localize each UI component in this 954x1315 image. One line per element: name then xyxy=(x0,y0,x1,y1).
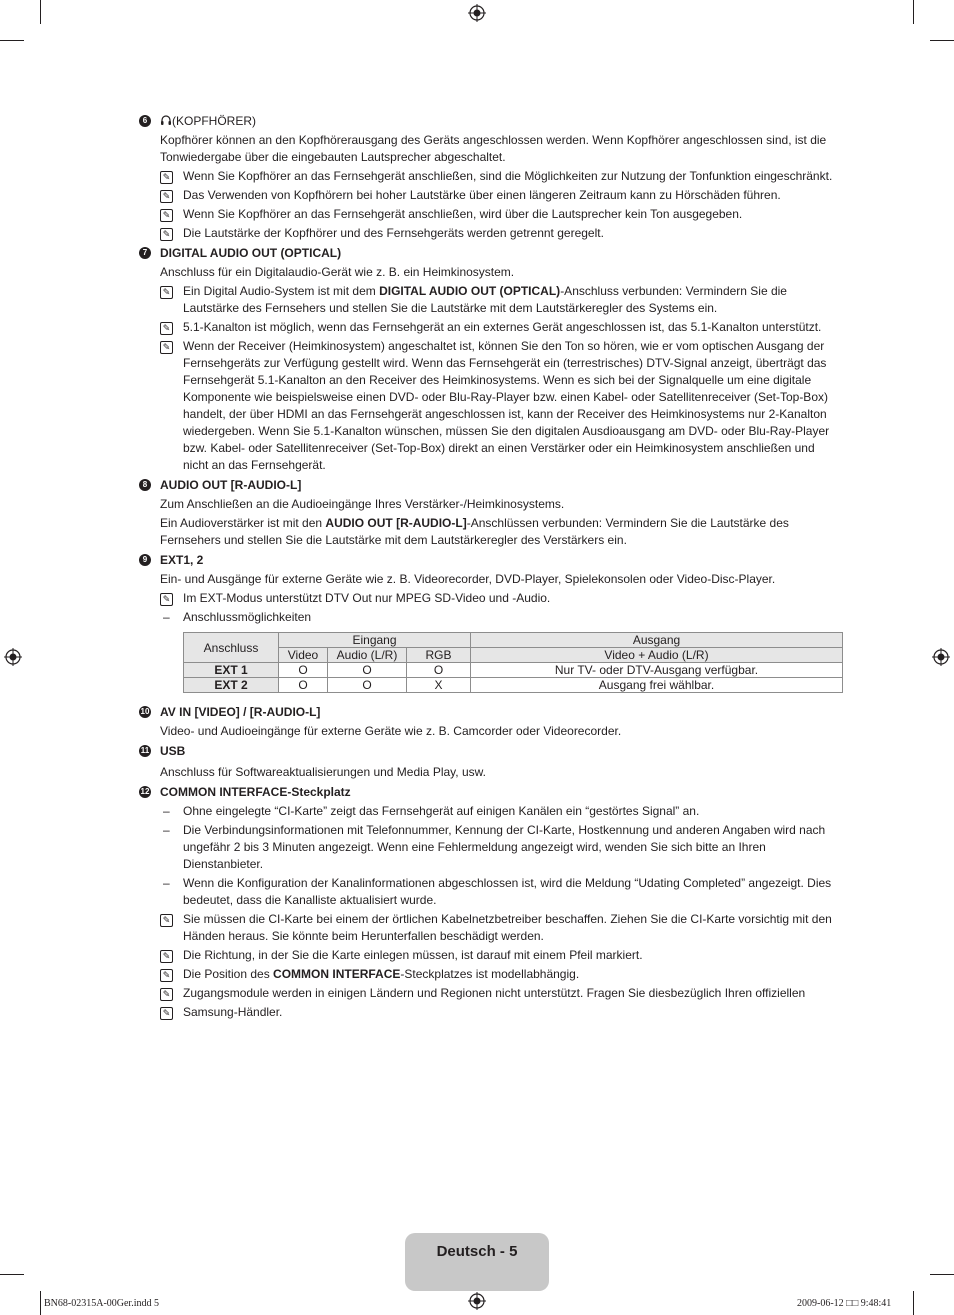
table-row xyxy=(184,678,843,693)
note-item xyxy=(139,187,843,204)
section-number: 12 xyxy=(140,787,150,796)
note-icon: ✎ xyxy=(160,171,173,184)
note-icon: ✎ xyxy=(160,988,173,1001)
note-text: Wenn der Receiver (Heimkinosystem) angeschaltet ist, können Sie den Ton so hören, wie er vom optischen Ausgang der Fernsehgeräts zur Verfügung gestellt wird. Wenn das Fernsehgerät ein (terrestrisches) DTV-Signal anzeigt, überträgt das Fernsehgerät 5.1-Kanalton an den Receiver des Heimkinosystems. Wenn es sich bei der Signalquelle um eine digitale Komponente wie beispielsweise einen DVD- oder Blu-Ray-Player bzw. einen Kabel- oder Satellitenreceiver (Set-Top-Box) handelt, der über HDMI an das Fernsehgerät angeschlossen ist, kann der Receiver des Heimkinosystems nur 2-Kanalton wiedergeben. Wenn Sie 5.1-Kanalton wünschen, müssen Sie den digitalen Ausdioausgang am DVD- oder Blu-Ray-Player bzw. Kabel- oder Satellitenreceiver (Set-Top-Box) direkt an einen Verstärker oder ein Heimkinosystem anschließen und nicht an das Fernsehgerät. xyxy=(183,339,830,472)
table-header-video: Video xyxy=(279,648,328,663)
crop-mark xyxy=(0,40,24,41)
note-icon: ✎ xyxy=(160,1007,173,1020)
note-icon: ✎ xyxy=(160,341,173,354)
note-text-bold: COMMON INTERFACE xyxy=(273,967,401,981)
note-item xyxy=(139,947,843,964)
dash-item xyxy=(139,803,843,820)
dash-text: Ohne eingelegte “CI-Karte” zeigt das Fernsehgerät auf einigen Kanälen ein “gestörtes Signal” an. xyxy=(183,804,700,818)
table-cell: X xyxy=(407,678,471,693)
note-item xyxy=(139,206,843,223)
note-icon: ✎ xyxy=(160,914,173,927)
note-icon: ✎ xyxy=(160,190,173,203)
note-text: Wenn Sie Kopfhörer an das Fernsehgerät anschließen, wird über die Lautsprecher kein Ton ausgegeben. xyxy=(183,207,743,221)
note-icon: ✎ xyxy=(160,209,173,222)
paragraph xyxy=(139,515,843,549)
paragraph: Kopfhörer können an den Kopfhörerausgang des Geräts angeschlossen werden. Wenn Kopfhörer angeschlossen sind, ist die Tonwiedergabe über die eingebauten Lautsprecher abgeschaltet. xyxy=(160,133,827,164)
table-header-ausgang: Ausgang xyxy=(471,633,843,648)
table-header-video-audio: Video + Audio (L/R) xyxy=(471,648,843,663)
table-header-audio: Audio (L/R) xyxy=(328,648,407,663)
note-text-bold: DIGITAL AUDIO OUT (OPTICAL) xyxy=(379,284,561,298)
table-cell: EXT 2 xyxy=(184,678,279,693)
note-item xyxy=(139,911,843,945)
note-item xyxy=(139,966,843,983)
section-title: (KOPFHÖRER) xyxy=(172,114,256,128)
note-text: Zugangsmodule werden in einigen Ländern und Regionen nicht unterstützt. Fragen Sie diesbezüglich Ihren offiziellen xyxy=(183,986,806,1000)
crop-mark xyxy=(40,1291,41,1315)
section-heading-ext xyxy=(139,552,843,569)
dash-mark: – xyxy=(163,876,170,890)
note-icon: ✎ xyxy=(160,969,173,982)
section-heading-digital-audio-out xyxy=(139,245,843,262)
note-text: Die Lautstärke der Kopfhörer und des Fernsehgeräts werden getrennt geregelt. xyxy=(183,226,604,240)
note-item xyxy=(139,225,843,242)
section-title: EXT1, 2 xyxy=(160,553,204,567)
note-icon: ✎ xyxy=(160,286,173,299)
note-icon: ✎ xyxy=(160,950,173,963)
section-title: AV IN [VIDEO] / [R-AUDIO-L] xyxy=(160,705,321,719)
section-heading-audio-out xyxy=(139,477,843,494)
note-item xyxy=(139,319,843,336)
paragraph: Anschluss für ein Digitalaudio-Gerät wie z. B. ein Heimkinosystem. xyxy=(160,265,515,279)
registration-mark-icon xyxy=(4,648,22,666)
note-item xyxy=(139,283,843,317)
note-icon: ✎ xyxy=(160,228,173,241)
note-item xyxy=(139,1004,843,1021)
registration-mark-icon xyxy=(468,1292,486,1310)
note-item xyxy=(139,338,843,474)
page-content xyxy=(139,110,843,1021)
section-title: AUDIO OUT [R-AUDIO-L] xyxy=(160,478,302,492)
table-cell: O xyxy=(328,663,407,678)
headphones-icon xyxy=(160,114,172,126)
section-number: 9 xyxy=(139,554,151,566)
dash-item xyxy=(139,609,843,626)
note-item xyxy=(139,985,843,1002)
section-number: 10 xyxy=(140,707,150,716)
page-number-tab xyxy=(405,1233,549,1291)
table-cell: Ausgang frei wählbar. xyxy=(471,678,843,693)
page-label: Deutsch - 5 xyxy=(436,1243,518,1260)
dash-mark: – xyxy=(163,610,170,624)
note-item xyxy=(139,168,843,185)
section-number: 7 xyxy=(139,247,151,259)
connection-table xyxy=(183,632,843,693)
section-number: 8 xyxy=(139,479,151,491)
paragraph: Video- und Audioeingänge für externe Geräte wie z. B. Camcorder oder Videorecorder. xyxy=(160,724,622,738)
crop-mark xyxy=(40,0,41,24)
note-text-post: -Anschluss verbunden: Vermindern Sie die Lautstärke des Fernsehers und stellen Sie die Lautstärke mit dem Lautstärkeregler des Systems ein. xyxy=(183,284,787,315)
text-bold: AUDIO OUT [R-AUDIO-L] xyxy=(325,516,467,530)
crop-mark xyxy=(0,1274,24,1275)
slug-file: BN68-02315A-00Ger.indd 5 xyxy=(44,1298,159,1309)
dash-item xyxy=(139,822,843,873)
note-text: Sie müssen die CI-Karte bei einem der örtlichen Kabelnetzbetreiber beschaffen. Ziehen Sie die CI-Karte vorsichtig mit den Händen heraus. Sie könnte beim Herunterfallen beschädigt werden. xyxy=(183,912,832,943)
paragraph: Anschluss für Softwareaktualisierungen und Media Play, usw. xyxy=(160,765,486,779)
registration-mark-icon xyxy=(932,648,950,666)
dash-mark: – xyxy=(163,804,170,818)
text-post: -Anschlüssen verbunden: Vermindern Sie die Lautstärke des Fernsehers und stellen Sie die Lautstärke mit dem Lautstärkeregler des Verstärkers ein. xyxy=(160,516,789,547)
section-heading-kopfhoerer xyxy=(139,113,843,130)
section-number: 11 xyxy=(140,746,150,755)
table-row xyxy=(184,663,843,678)
note-text: Im EXT-Modus unterstützt DTV Out nur MPEG SD-Video und -Audio. xyxy=(183,591,551,605)
section-heading-common-interface xyxy=(139,784,843,801)
section-title: DIGITAL AUDIO OUT (OPTICAL) xyxy=(160,246,342,260)
table-cell: Nur TV- oder DTV-Ausgang verfügbar. xyxy=(471,663,843,678)
dash-text: Die Verbindungsinformationen mit Telefonnummer, Kennung der CI-Karte, Hostkennung und anderen Angaben wird nach ungefähr 2 bis 3 Minuten angezeigt. Wenn eine Fehlermeldung angezeigt wird, wenden Sie sich bitte an Ihren Dienstanbieter. xyxy=(183,823,826,871)
dash-text: Anschlussmöglichkeiten xyxy=(183,610,312,624)
crop-mark xyxy=(930,40,954,41)
crop-mark xyxy=(930,1274,954,1275)
dash-mark: – xyxy=(163,823,170,837)
note-text: Wenn Sie Kopfhörer an das Fernsehgerät anschließen, sind die Möglichkeiten zur Nutzung der Tonfunktion eingeschränkt. xyxy=(183,169,833,183)
note-text: Samsung-Händler. xyxy=(183,1005,283,1019)
dash-text: Wenn die Konfiguration der Kanalinformationen abgeschlossen ist, wird die Meldung “Udating Completed” angezeigt. Dies bedeutet, dass die Kanalliste aktualisiert wurde. xyxy=(183,876,832,907)
section-heading-av-in xyxy=(139,704,843,721)
paragraph: Ein- und Ausgänge für externe Geräte wie z. B. Videorecorder, DVD-Player, Spielekonsolen oder Video-Disc-Player. xyxy=(160,572,776,586)
table-cell: O xyxy=(279,663,328,678)
note-text: 5.1-Kanalton ist möglich, wenn das Fernsehgerät an ein externes Gerät angeschlossen ist, das 5.1-Kanalton unterstützt. xyxy=(183,320,822,334)
table-header-anschluss: Anschluss xyxy=(184,633,279,663)
note-text: Die Richtung, in der Sie die Karte einlegen müssen, ist darauf mit einem Pfeil markiert. xyxy=(183,948,643,962)
section-title: COMMON INTERFACE-Steckplatz xyxy=(160,785,351,799)
note-icon: ✎ xyxy=(160,322,173,335)
registration-mark-icon xyxy=(468,4,486,22)
table-header-eingang: Eingang xyxy=(279,633,471,648)
table-cell: EXT 1 xyxy=(184,663,279,678)
note-text-pre: Die Position des xyxy=(183,967,274,981)
crop-mark xyxy=(913,1291,914,1315)
table-cell: O xyxy=(407,663,471,678)
note-item xyxy=(139,590,843,607)
text-pre: Ein Audioverstärker ist mit den xyxy=(160,516,326,530)
table-cell: O xyxy=(279,678,328,693)
dash-item xyxy=(139,875,843,909)
slug-timestamp: 2009-06-12 □□ 9:48:41 xyxy=(797,1298,892,1309)
section-number: 6 xyxy=(139,115,151,127)
note-text: Das Verwenden von Kopfhörern bei hoher Lautstärke über einen längeren Zeitraum kann zu Hörschäden führen. xyxy=(183,188,781,202)
note-text-pre: Ein Digital Audio-System ist mit dem xyxy=(183,284,380,298)
note-icon: ✎ xyxy=(160,593,173,606)
crop-mark xyxy=(913,0,914,24)
table-cell: O xyxy=(328,678,407,693)
section-title: USB xyxy=(160,744,186,758)
note-text-post: -Steckplatzes ist modellabhängig. xyxy=(400,967,580,981)
section-heading-usb xyxy=(139,743,843,760)
paragraph: Zum Anschließen an die Audioeingänge Ihres Verstärker-/Heimkinosystems. xyxy=(160,497,565,511)
table-header-rgb: RGB xyxy=(407,648,471,663)
